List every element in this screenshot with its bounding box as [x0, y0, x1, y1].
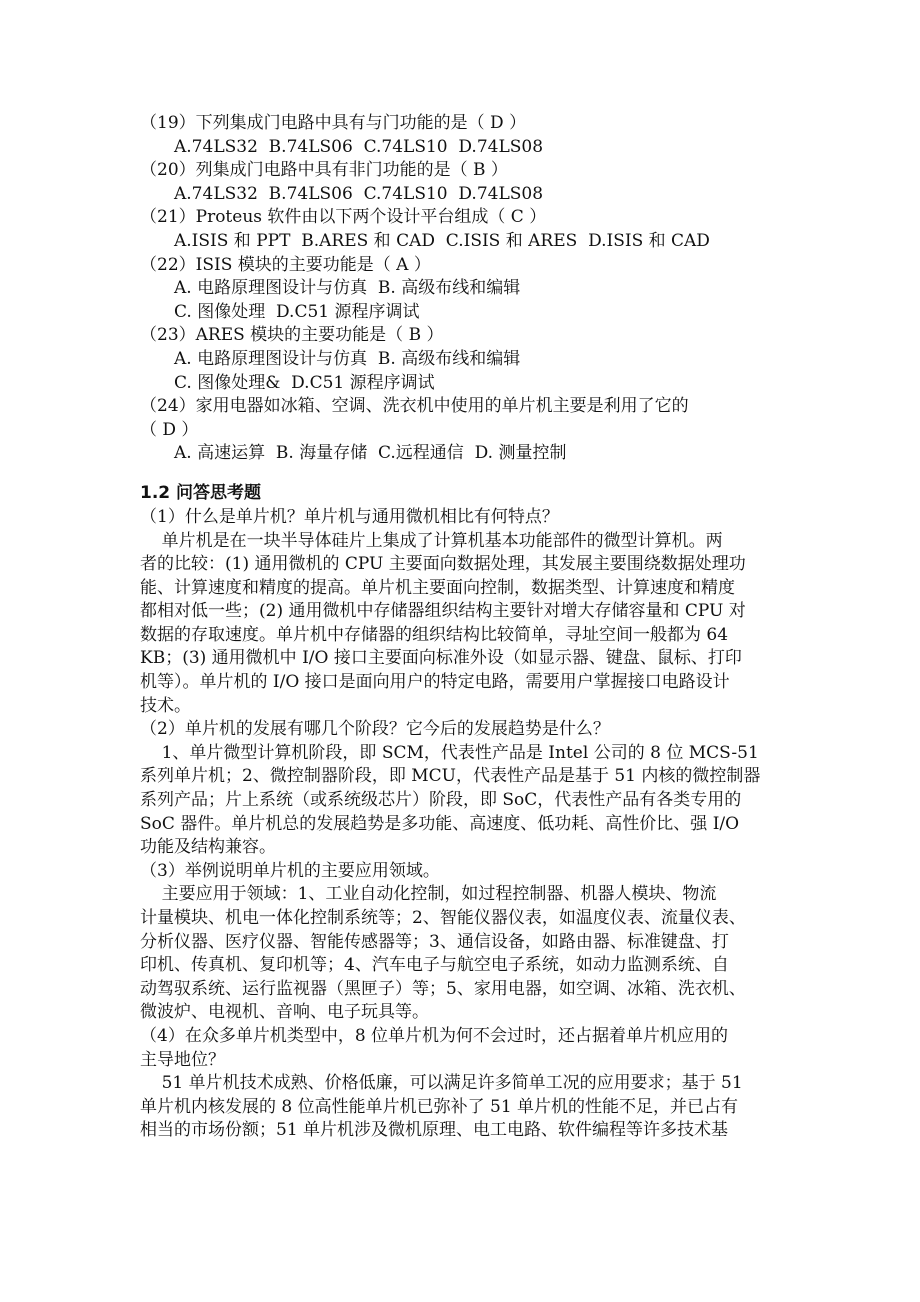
qa-3-answer-line: 计量模块、机电一体化控制系统等；2、智能仪器仪表，如温度仪表、流量仪表、: [140, 908, 746, 928]
question-22-options-1: A. 电路原理图设计与仿真 B. 高级布线和编辑: [174, 278, 521, 299]
qa-1-answer-line: 都相对低一些；(2) 通用微机中存储器组织结构主要针对增大存储容量和 CPU 对: [140, 601, 746, 622]
question-19-stem: （19）下列集成门电路中具有与门功能的是（ D ）: [140, 113, 527, 133]
qa-1-answer-line: 单片机是在一块半导体硅片上集成了计算机基本功能部件的微型计算机。两: [140, 530, 723, 551]
qa-2-answer-line: 功能及结构兼容。: [140, 837, 276, 858]
qa-4-question-cont: 主导地位？: [140, 1049, 225, 1070]
qa-3-answer-line: 动驾驭系统、运行监视器（黑匣子）等；5、家用电器，如空调、冰箱、洗衣机、: [140, 978, 746, 999]
qa-4-question: （4）在众多单片机类型中，8 位单片机为何不会过时，还占据着单片机应用的: [140, 1025, 729, 1046]
qa-3-question: （3）举例说明单片机的主要应用领域。: [140, 860, 440, 881]
qa-1-question: （1）什么是单片机？单片机与通用微机相比有何特点？: [140, 506, 559, 527]
question-19-options: A.74LS32 B.74LS06 C.74LS10 D.74LS08: [174, 136, 544, 157]
qa-3-answer-line: 分析仪器、医疗仪器、智能传感器等；3、通信设备，如路由器、标准键盘、打: [140, 931, 729, 952]
question-20-stem: （20）列集成门电路中具有非门功能的是（ B ）: [140, 160, 508, 181]
qa-1-answer-line: 机等）。单片机的 I/O 接口是面向用户的特定电路，需要用户掌握接口电路设计: [140, 672, 730, 693]
qa-1-answer-line: 数据的存取速度。单片机中存储器的组织结构比较简单，寻址空间一般都为 64: [140, 624, 729, 645]
qa-2-answer-line: 1、单片微型计算机阶段，即 SCM，代表性产品是 Intel 公司的 8 位 MCS-51: [140, 742, 759, 763]
qa-2-answer-line: SoC 器件。单片机总的发展趋势是多功能、高速度、低功耗、高性价比、强 I/O: [140, 813, 740, 834]
qa-1-answer-line: 能、计算速度和精度的提高。单片机主要面向控制，数据类型、计算速度和精度: [140, 577, 735, 598]
question-23-options-1: A. 电路原理图设计与仿真 B. 高级布线和编辑: [174, 348, 521, 369]
qa-1-answer-line: 者的比较：(1) 通用微机的 CPU 主要面向数据处理，其发展主要围绕数据处理功: [140, 554, 746, 575]
question-23-stem: （23）ARES 模块的主要功能是（ B ）: [140, 325, 444, 346]
document-content: [140, 112, 800, 1143]
question-23-options-2: C. 图像处理& D.C51 源程序调试: [174, 372, 435, 393]
qa-1-answer-line: KB；(3) 通用微机中 I/O 接口主要面向标准外设（如显示器、键盘、鼠标、打印: [140, 648, 742, 669]
question-24-stem: （24）家用电器如冰箱、空调、洗衣机中使用的单片机主要是利用了它的: [140, 396, 689, 417]
qa-3-answer-line: 微波炉、电视机、音响、电子玩具等。: [140, 1002, 429, 1023]
qa-4-answer-line: 51 单片机技术成熟、价格低廉，可以满足许多简单工况的应用要求；基于 51: [140, 1073, 743, 1094]
qa-4-answer-line: 相当的市场份额；51 单片机涉及微机原理、电工电路、软件编程等许多技术基: [140, 1120, 729, 1141]
question-22-options-2: C. 图像处理 D.C51 源程序调试: [174, 301, 420, 322]
qa-2-question: （2）单片机的发展有哪几个阶段？它今后的发展趋势是什么？: [140, 719, 610, 740]
qa-2-answer-line: 系列产品；片上系统（或系统级芯片）阶段，即 SoC，代表性产品有各类专用的: [140, 790, 742, 811]
qa-3-answer-line: 印机、传真机、复印机等；4、汽车电子与航空电子系统，如动力监测系统、自: [140, 955, 729, 976]
question-24-options: A. 高速运算 B. 海量存储 C.远程通信 D. 测量控制: [174, 443, 567, 464]
question-21-options: A.ISIS 和 PPT B.ARES 和 CAD C.ISIS 和 ARES D.ISIS 和 CAD: [174, 230, 710, 251]
question-21-stem: （21）Proteus 软件由以下两个设计平台组成（ C ）: [140, 207, 547, 228]
qa-3-answer-line: 主要应用于领域：1、工业自动化控制，如过程控制器、机器人模块、物流: [140, 884, 717, 905]
qa-2-answer-line: 系列单片机；2、微控制器阶段，即 MCU，代表性产品是基于 51 内核的微控制器: [140, 766, 761, 787]
question-24-stem-cont: （ D ）: [140, 419, 199, 440]
qa-1-answer-line: 技术。: [140, 695, 191, 716]
question-20-options: A.74LS32 B.74LS06 C.74LS10 D.74LS08: [174, 183, 544, 204]
question-22-stem: （22）ISIS 模块的主要功能是（ A ）: [140, 254, 431, 275]
section-title: 1.2 问答思考题: [140, 482, 262, 503]
qa-4-answer-line: 单片机内核发展的 8 位高性能单片机已弥补了 51 单片机的性能不足，并已占有: [140, 1096, 739, 1117]
